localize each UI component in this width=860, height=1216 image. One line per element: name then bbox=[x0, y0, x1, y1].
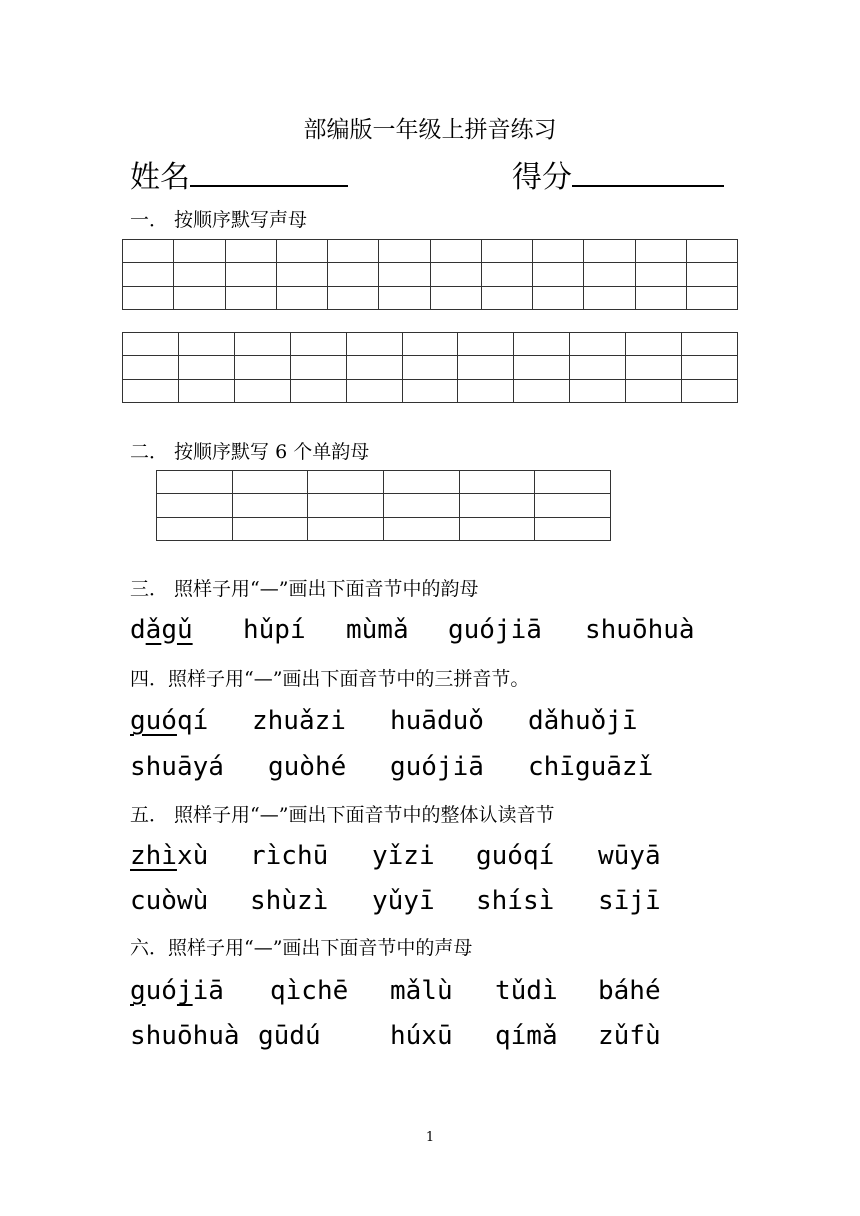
syllable bbox=[346, 615, 409, 645]
grid-cell[interactable] bbox=[234, 356, 290, 379]
syllable bbox=[390, 976, 453, 1006]
syllable-part: húxū bbox=[390, 1021, 453, 1051]
grid-cell[interactable] bbox=[635, 240, 686, 263]
grid-cell[interactable] bbox=[584, 263, 635, 286]
grid-cell[interactable] bbox=[225, 263, 276, 286]
grid-cell[interactable] bbox=[626, 379, 682, 402]
grid-cell[interactable] bbox=[481, 286, 532, 309]
syllable-part: sījī bbox=[598, 886, 661, 916]
page-number: 1 bbox=[425, 1130, 435, 1145]
name-blank[interactable] bbox=[190, 159, 348, 187]
syllable-part: shísì bbox=[476, 886, 555, 916]
grid-cell[interactable] bbox=[346, 379, 402, 402]
grid-cell[interactable] bbox=[459, 517, 535, 540]
syllable-part: zǔfù bbox=[598, 1021, 661, 1051]
syllable bbox=[130, 976, 224, 1006]
grid-cell[interactable] bbox=[682, 379, 738, 402]
syllable bbox=[476, 886, 554, 916]
syllable-part: qìchē bbox=[270, 976, 349, 1006]
syllable-part: mùmǎ bbox=[346, 615, 409, 645]
syllable bbox=[130, 841, 208, 871]
syllable-part: shuāyá bbox=[130, 752, 224, 782]
syllable bbox=[390, 706, 484, 736]
grid-cell[interactable] bbox=[383, 471, 459, 494]
syllable bbox=[390, 1021, 453, 1051]
grid-cell[interactable] bbox=[290, 333, 346, 356]
syllable bbox=[268, 752, 346, 782]
grid-cell[interactable] bbox=[379, 286, 430, 309]
grid-cell[interactable] bbox=[290, 356, 346, 379]
grid-cell[interactable] bbox=[584, 286, 635, 309]
grid-cell[interactable] bbox=[276, 286, 327, 309]
grid-cell[interactable] bbox=[682, 356, 738, 379]
syllable bbox=[495, 1021, 558, 1051]
name-label: 姓名 bbox=[130, 160, 190, 195]
syllable-part: wūyā bbox=[598, 841, 661, 871]
syllable-part: qí bbox=[176, 706, 209, 736]
syllable-part: uó bbox=[145, 976, 177, 1006]
syllable-part: guòhé bbox=[268, 752, 347, 782]
syllable-part: guójiā bbox=[448, 615, 542, 645]
grid-cell[interactable] bbox=[458, 379, 514, 402]
grid-cell[interactable] bbox=[276, 240, 327, 263]
grid-cell[interactable] bbox=[430, 286, 481, 309]
section-1-heading: 一． 按顺序默写声母 bbox=[130, 209, 308, 231]
grid-cell[interactable] bbox=[174, 286, 225, 309]
grid-cell[interactable] bbox=[514, 333, 570, 356]
initials-grid-2 bbox=[122, 332, 738, 403]
grid-cell[interactable] bbox=[533, 263, 584, 286]
grid-cell[interactable] bbox=[458, 356, 514, 379]
syllable-part: zhuǎzi bbox=[252, 706, 346, 736]
grid-cell[interactable] bbox=[514, 356, 570, 379]
grid-cell[interactable] bbox=[383, 494, 459, 517]
grid-cell[interactable] bbox=[481, 240, 532, 263]
syllable bbox=[130, 1021, 240, 1051]
grid-cell[interactable] bbox=[533, 286, 584, 309]
grid-cell[interactable] bbox=[234, 333, 290, 356]
section-6-heading: 六．照样子用“—”画出下面音节中的声母 bbox=[130, 937, 473, 959]
grid-cell[interactable] bbox=[430, 240, 481, 263]
syllable bbox=[585, 615, 695, 645]
grid-cell[interactable] bbox=[686, 286, 737, 309]
grid-cell[interactable] bbox=[430, 263, 481, 286]
syllable-part: d bbox=[130, 615, 146, 645]
grid-cell[interactable] bbox=[686, 263, 737, 286]
grid-cell[interactable] bbox=[459, 471, 535, 494]
grid-cell[interactable] bbox=[308, 494, 384, 517]
grid-cell[interactable] bbox=[225, 286, 276, 309]
syllable bbox=[250, 886, 328, 916]
underlined-part: ǔ bbox=[176, 615, 193, 645]
syllable bbox=[130, 886, 208, 916]
grid-cell[interactable] bbox=[535, 494, 611, 517]
syllable bbox=[598, 1021, 661, 1051]
section-2-heading: 二． 按顺序默写 6 个单韵母 bbox=[130, 441, 370, 463]
grid-cell[interactable] bbox=[570, 379, 626, 402]
grid-cell[interactable] bbox=[157, 494, 233, 517]
grid-cell[interactable] bbox=[232, 517, 308, 540]
syllable-part: yǐzi bbox=[372, 841, 435, 871]
grid-cell[interactable] bbox=[123, 379, 179, 402]
grid-cell[interactable] bbox=[626, 333, 682, 356]
grid-cell[interactable] bbox=[584, 240, 635, 263]
grid-cell[interactable] bbox=[682, 333, 738, 356]
syllable bbox=[372, 841, 435, 871]
grid-cell[interactable] bbox=[123, 286, 174, 309]
syllable-part: iā bbox=[192, 976, 224, 1006]
grid-cell[interactable] bbox=[535, 517, 611, 540]
grid-cell[interactable] bbox=[174, 240, 225, 263]
grid-cell[interactable] bbox=[383, 517, 459, 540]
syllable-part: hǔpí bbox=[243, 615, 306, 645]
syllable-part: guójiā bbox=[390, 752, 484, 782]
finals-grid bbox=[156, 470, 611, 541]
syllable-part: báhé bbox=[598, 976, 661, 1006]
syllable-part: dǎhuǒjī bbox=[528, 706, 638, 736]
syllable bbox=[495, 976, 558, 1006]
score-label: 得分 bbox=[512, 160, 572, 195]
grid-cell[interactable] bbox=[635, 263, 686, 286]
grid-cell[interactable] bbox=[328, 240, 379, 263]
syllable bbox=[250, 841, 328, 871]
grid-cell[interactable] bbox=[123, 240, 174, 263]
grid-cell[interactable] bbox=[570, 333, 626, 356]
grid-cell[interactable] bbox=[402, 379, 458, 402]
name-field bbox=[130, 152, 348, 196]
syllable bbox=[130, 615, 193, 645]
syllable-part: shùzì bbox=[250, 886, 329, 916]
syllable bbox=[528, 752, 653, 782]
syllable bbox=[390, 752, 484, 782]
grid-cell[interactable] bbox=[234, 379, 290, 402]
syllable-part: qímǎ bbox=[495, 1021, 558, 1051]
grid-cell[interactable] bbox=[123, 333, 179, 356]
grid-cell[interactable] bbox=[481, 263, 532, 286]
syllable bbox=[130, 706, 208, 736]
grid-cell[interactable] bbox=[402, 333, 458, 356]
underlined-part: g bbox=[130, 976, 146, 1006]
section-3-heading: 三． 照样子用“—”画出下面音节中的韵母 bbox=[130, 578, 479, 600]
grid-cell[interactable] bbox=[308, 517, 384, 540]
syllable-part: g bbox=[161, 615, 177, 645]
grid-cell[interactable] bbox=[178, 379, 234, 402]
page-title: 部编版一年级上拼音练习 bbox=[303, 117, 557, 143]
syllable bbox=[448, 615, 542, 645]
grid-cell[interactable] bbox=[225, 240, 276, 263]
syllable-part: chīguāzǐ bbox=[528, 752, 654, 782]
grid-cell[interactable] bbox=[533, 240, 584, 263]
grid-cell[interactable] bbox=[178, 333, 234, 356]
syllable bbox=[598, 976, 661, 1006]
syllable bbox=[130, 752, 224, 782]
grid-cell[interactable] bbox=[157, 471, 233, 494]
syllable bbox=[598, 841, 661, 871]
grid-cell[interactable] bbox=[626, 356, 682, 379]
syllable-part: shuōhuà bbox=[130, 1021, 240, 1051]
grid-cell[interactable] bbox=[232, 471, 308, 494]
syllable-part: cuòwù bbox=[130, 886, 209, 916]
score-field bbox=[512, 152, 724, 196]
syllable-part: shuōhuà bbox=[585, 615, 695, 645]
syllable-part: gūdú bbox=[258, 1021, 321, 1051]
grid-cell[interactable] bbox=[514, 379, 570, 402]
syllable bbox=[598, 886, 661, 916]
initials-grid-1 bbox=[122, 239, 738, 310]
syllable-part: mǎlù bbox=[390, 976, 453, 1006]
grid-cell[interactable] bbox=[379, 263, 430, 286]
grid-cell[interactable] bbox=[308, 471, 384, 494]
syllable bbox=[476, 841, 554, 871]
underlined-part: zhì bbox=[130, 841, 177, 871]
grid-cell[interactable] bbox=[276, 263, 327, 286]
grid-cell[interactable] bbox=[402, 356, 458, 379]
syllable-part: xù bbox=[176, 841, 209, 871]
syllable-part: guóqí bbox=[476, 841, 555, 871]
grid-cell[interactable] bbox=[328, 263, 379, 286]
syllable bbox=[243, 615, 306, 645]
grid-cell[interactable] bbox=[290, 379, 346, 402]
underlined-part: guó bbox=[130, 706, 177, 736]
underlined-part: ǎ bbox=[145, 615, 162, 645]
grid-cell[interactable] bbox=[123, 263, 174, 286]
syllable bbox=[270, 976, 348, 1006]
grid-cell[interactable] bbox=[458, 333, 514, 356]
grid-cell[interactable] bbox=[328, 286, 379, 309]
syllable-part: huāduǒ bbox=[390, 706, 484, 736]
score-blank[interactable] bbox=[572, 159, 724, 187]
grid-cell[interactable] bbox=[570, 356, 626, 379]
underlined-part: j bbox=[176, 976, 193, 1006]
grid-cell[interactable] bbox=[346, 333, 402, 356]
section-4-heading: 四．照样子用“—”画出下面音节中的三拼音节。 bbox=[130, 668, 530, 690]
grid-cell[interactable] bbox=[123, 356, 179, 379]
grid-cell[interactable] bbox=[157, 517, 233, 540]
syllable bbox=[258, 1021, 321, 1051]
grid-cell[interactable] bbox=[635, 286, 686, 309]
grid-cell[interactable] bbox=[346, 356, 402, 379]
syllable bbox=[528, 706, 638, 736]
grid-cell[interactable] bbox=[232, 494, 308, 517]
grid-cell[interactable] bbox=[178, 356, 234, 379]
grid-cell[interactable] bbox=[535, 471, 611, 494]
syllable-part: yǔyī bbox=[372, 886, 435, 916]
syllable bbox=[252, 706, 346, 736]
grid-cell[interactable] bbox=[459, 494, 535, 517]
grid-cell[interactable] bbox=[686, 240, 737, 263]
syllable bbox=[372, 886, 435, 916]
grid-cell[interactable] bbox=[379, 240, 430, 263]
syllable-part: rìchū bbox=[250, 841, 329, 871]
syllable-part: tǔdì bbox=[495, 976, 558, 1006]
grid-cell[interactable] bbox=[174, 263, 225, 286]
section-5-heading: 五． 照样子用“—”画出下面音节中的整体认读音节 bbox=[130, 804, 555, 826]
